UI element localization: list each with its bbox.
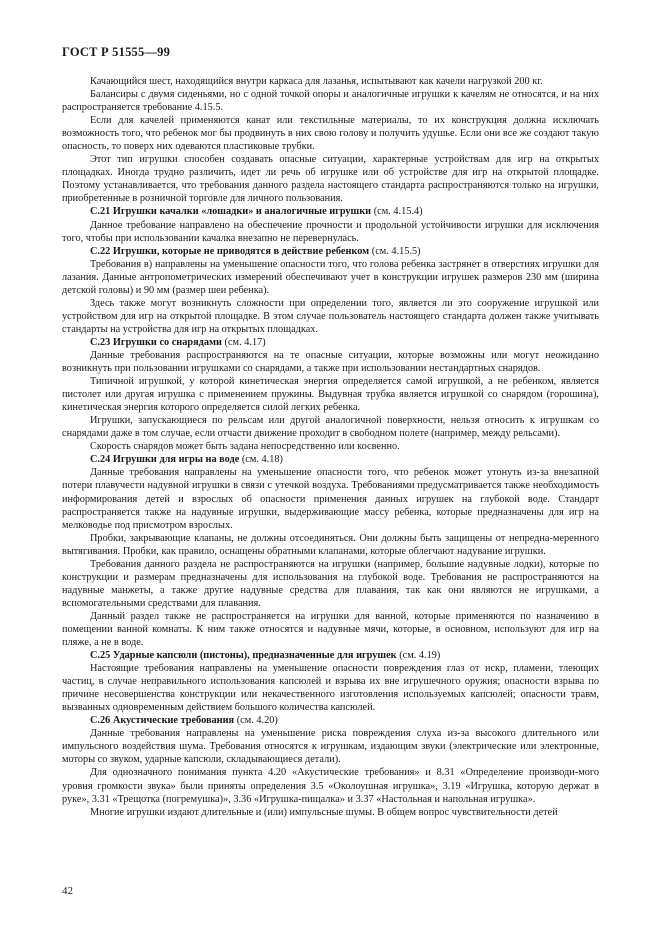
section-title: С.22 Игрушки, которые не приводятся в действие ребенком: [90, 245, 370, 257]
section-ref: (см. 4.15.4): [371, 206, 423, 218]
section-ref: (см. 4.15.5): [369, 245, 421, 257]
paragraph: Требования данного раздела не распространяются на игрушки (например, большие надувные лодки), которые по конструкции и размерам предназначены для использования на глубокой воде. Требования не распространяются на надувные манжеты, а также другие надувные средства для плавания, так как они являются не игрушками, а вспомогательными средствами для плавания.: [62, 558, 599, 609]
paragraph: Настоящие требования направлены на уменьшение опасности повреждения глаз от искр, пламени, тлеющих частиц, в случае неправильного использования капсюлей и взрыва их вне игрушечного оружия; опасности взрыва по причине несовершенства конструкции или некачественного изготовления используемых капсюлей; опасности травм, вызванных одновременным действием большого количества капсюлей.: [62, 663, 599, 714]
paragraph: Балансиры с двумя сиденьями, но с одной точкой опоры и аналогичные игрушки к качелям не относятся, и на них распространяется требование 4.15.5.: [62, 89, 599, 114]
section-title: С.26 Акустические требования: [90, 715, 235, 727]
paragraph: Данные требования направлены на уменьшение риска повреждения слуха из-за высокого длительного или импульсного воздействия шума. Требования относятся к игрушкам, издающим звуки (электрические или электронные, моторы со звуком, ударные капсюли, складывающиеся детали).: [62, 728, 599, 766]
paragraph: Для однозначного понимания пункта 4.20 «Акустические требования» и 8.31 «Определение производи-мого уровня громкости звука» были приняты определения 3.5 «Околоушная игрушка», 3.19 «Игрушка, которую держат в руке», 3.31 «Трещотка (погремушка)», 3.36 «Игрушка-пищалка» и 3.37 «Настольная и напольная игрушка».: [62, 767, 599, 805]
paragraph: Качающийся шест, находящийся внутри каркаса для лазанья, испытывают как качели нагрузкой 200 кг.: [90, 76, 543, 87]
paragraph: Типичной игрушкой, у которой кинетическая энергия определяется самой игрушкой, а не ребенком, является пистолет или другая игрушка с применением пружины. Выдувная трубка является игрушкой со снарядом (горошина), кинетическая энергия которого определяется силой легких ребенка.: [62, 376, 599, 414]
paragraph: Здесь также могут возникнуть сложности при определении того, является ли это сооружение игрушкой или устройством для игр на открытой площадке. В этом случае пользователь настоящего стандарта должен также учитывать стандарты на устройства для игр на открытых площадках.: [62, 297, 599, 335]
section-heading-c26: [62, 714, 599, 727]
section-title: С.21 Игрушки качалки «лошадки» и аналогичные игрушки: [90, 206, 372, 218]
paragraph: Игрушки, запускающиеся по рельсам или другой аналогичной поверхности, нельзя относить к игрушкам со снарядами даже в том случае, если отчасти движение проходит в свободном полете (например, между рельсами).: [62, 415, 599, 440]
section-ref: (см. 4.18): [239, 454, 283, 466]
paragraph: Данное требование направлено на обеспечение прочности и продольной устойчивости игрушки для исключения того, чтобы при использовании качалка внезапно не перевернулась.: [62, 219, 599, 244]
paragraph: Скорость снарядов может быть задана непосредственно или косвенно.: [90, 441, 400, 453]
section-ref: (см. 4.19): [396, 650, 441, 662]
document-body: [62, 75, 599, 819]
section-ref: (см. 4.20): [234, 715, 278, 727]
page-number: 42: [62, 885, 73, 897]
paragraph: Требования в) направлены на уменьшение опасности того, что голова ребенка застрянет в отверстиях игрушки для лазания. Данные антропометрических измерений обеспечивают учет в конструкции игрушек размеров 230 мм (ширина детской головы) и 90 мм (размер шеи ребенка).: [62, 258, 599, 296]
section-heading-c24: [62, 453, 599, 466]
paragraph: Данные требования направлены на уменьшение опасности того, что ребенок может утонуть из-за внезапной потери плавучести надувной игрушки в связи с утечкой воздуха. Требованиями предусматривается также необходимость информирования детей и взрослых об опасности применения данных игрушек на глубокой воде. Стандарт распространяется также на надувные игрушки, выдерживающие массу ребенка, которые предназначены для игр на мелководье под присмотром взрослых.: [62, 467, 599, 531]
paragraph: Многие игрушки издают длительные и (или) импульсные шумы. В общем вопрос чувствительности детей: [90, 806, 558, 818]
section-title: С.25 Ударные капсюли (пистоны), предназначенные для игрушек: [90, 650, 397, 662]
section-heading-c23: [62, 336, 599, 349]
paragraph: Пробки, закрывающие клапаны, не должны отсоединяться. Они должны быть защищены от непредна-меренного вытягивания. Пробки, как правило, оснащены обратными клапанами, которые облегчают надувание игрушки.: [62, 532, 599, 557]
document-code-header: ГОСТ Р 51555—99: [62, 45, 171, 59]
section-heading-c22: [62, 245, 599, 258]
paragraph: Этот тип игрушки способен создавать опасные ситуации, характерные устройствам для игр на открытых площадках. Иногда трудно различить, идет ли речь об игрушке или об устройстве для игр на открытой площадке. Поэтому устанавливается, что требования данного раздела настоящего стандарта распространяются только на игрушки, приобретенные в розничной торговле для личного пользования.: [62, 154, 599, 205]
section-title: С.23 Игрушки со снарядами: [90, 336, 222, 348]
section-ref: (см. 4.17): [221, 336, 266, 348]
section-heading-c25: [62, 649, 599, 662]
paragraph: Если для качелей применяются канат или текстильные материалы, то их конструкция должна исключать возможность того, что ребенок мог бы продвинуть в них свою голову и получить удушье. Если они все же создают такую опасность, то поверх них одеваются пластиковые трубки.: [62, 115, 599, 153]
section-title: С.24 Игрушки для игры на воде: [90, 454, 240, 466]
paragraph: Данные требования распространяются на те опасные ситуации, которые возможны или могут неожиданно возникнуть при пользовании игрушками со снарядами, а также при использовании нестандартных снарядов.: [62, 349, 599, 375]
paragraph: Данный раздел также не распространяется на игрушки для ванной, которые применяются по назначению в помещении ванной комнаты. К ним также относятся и надувные мячи, которые, в основном, используют для игр на пляже, а не в воде.: [62, 610, 599, 649]
section-heading-c21: [62, 205, 599, 218]
